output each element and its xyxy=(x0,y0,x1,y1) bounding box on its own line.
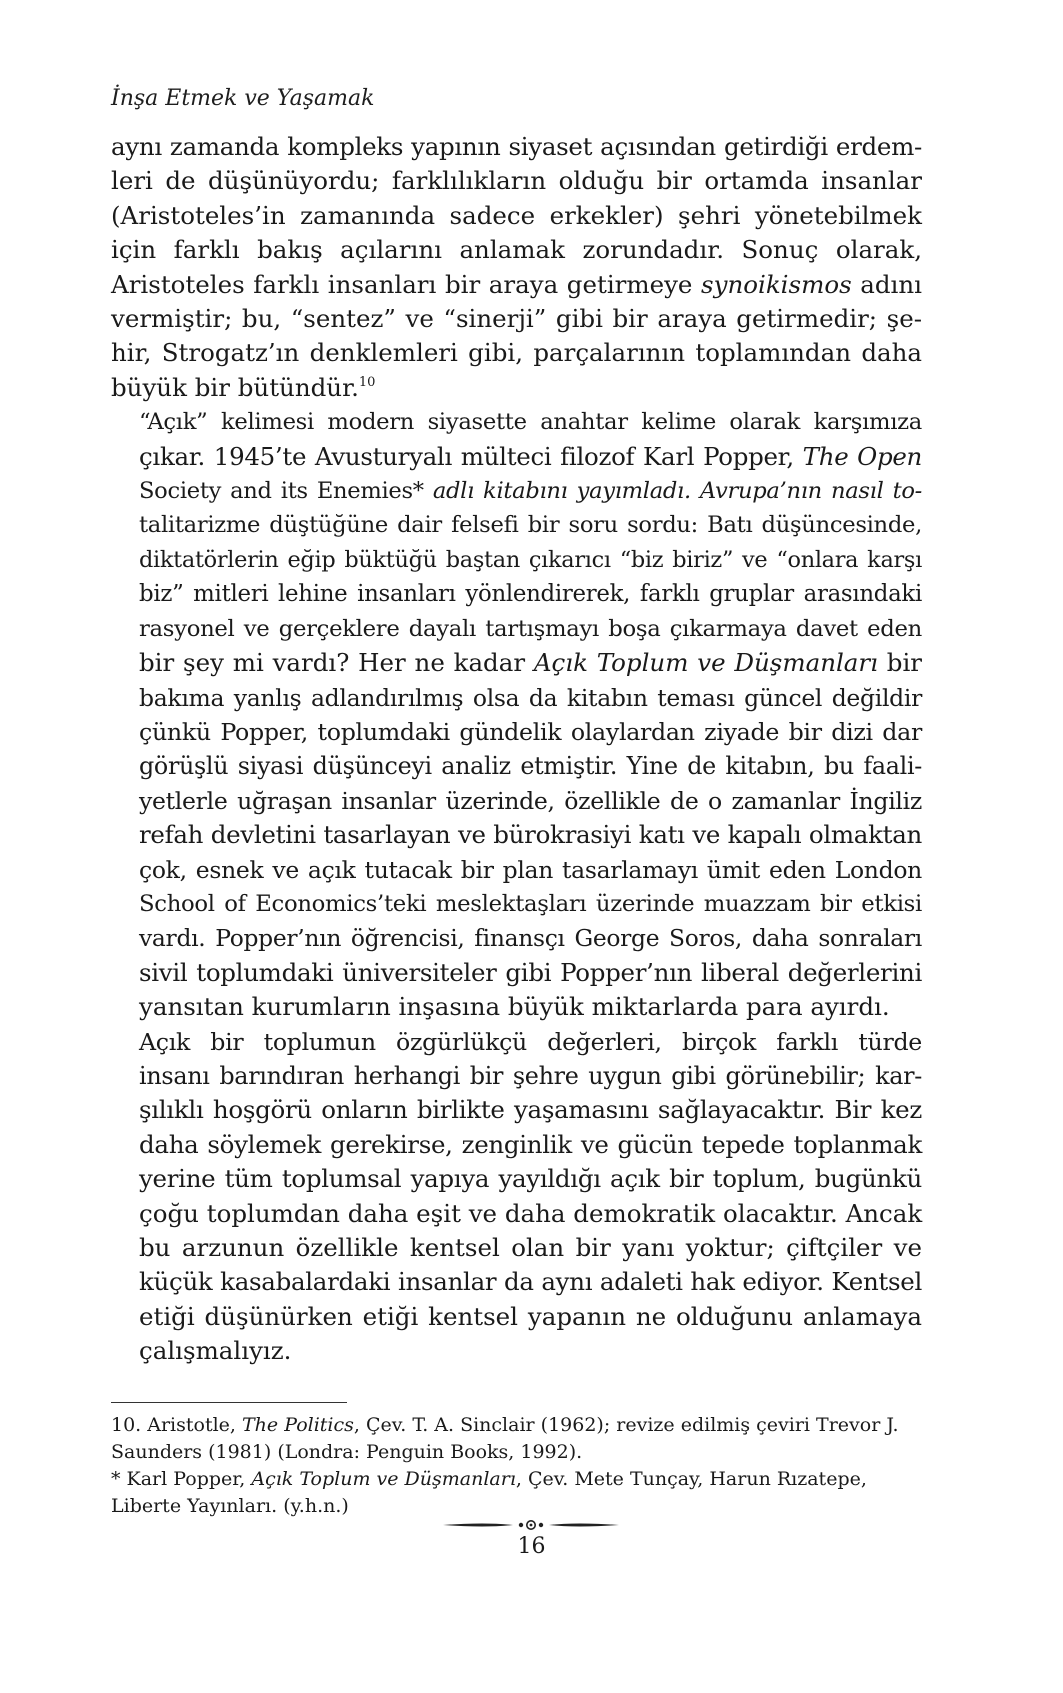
text-segment: yansıtan kurumların inşasına büyük miktarlarda para ayırdı. xyxy=(139,992,890,1022)
text-line xyxy=(111,164,922,198)
text-segment: çünkü Popper, toplumdaki gündelik olaylardan ziyade bir dizi dar xyxy=(139,717,922,746)
text-segment: yerine tüm toplumsal yapıya yayıldığı açık bir toplum, bugünkü xyxy=(139,1164,922,1194)
footnote xyxy=(111,1466,922,1520)
paragraph xyxy=(111,130,922,405)
text-line xyxy=(111,1300,922,1334)
text-line xyxy=(111,130,922,164)
text-segment: küçük kasabalardaki insanlar da aynı adaleti hak ediyor. Kentsel xyxy=(139,1267,922,1297)
text-segment: çok, esnek ve açık tutacak bir plan tasarlamayı ümit eden London xyxy=(139,855,922,884)
text-segment: bu arzunun özellikle kentsel olan bir yanı yoktur; çiftçiler ve xyxy=(139,1233,922,1262)
text-line xyxy=(111,784,922,818)
text-line xyxy=(111,1197,922,1231)
text-segment: çoğu toplumdan daha eşit ve daha demokratik olacaktır. Ancak xyxy=(139,1198,923,1228)
text-segment: bir xyxy=(877,648,922,678)
italic-title: The Open xyxy=(802,441,923,471)
text-segment: vermiştir; bu, “sentez” ve “sinerji” gibi bir araya getirmedir; şe- xyxy=(111,304,922,334)
paragraph xyxy=(111,1025,922,1369)
text-line xyxy=(111,543,922,577)
text-segment: Society and its Enemies xyxy=(139,478,413,505)
text-segment: sivil toplumdaki üniversiteler gibi Popper’nın liberal değerlerini xyxy=(139,957,922,987)
text-line xyxy=(111,681,922,715)
text-line xyxy=(111,577,922,611)
text-segment: şılıklı hoşgörü onların birlikte yaşamasını sağlayacaktır. Bir kez xyxy=(139,1095,922,1125)
running-head: İnşa Etmek ve Yaşamak xyxy=(111,86,375,111)
text-segment: , Çev. Mete Tunçay, Harun Rızatepe, Liberte Yayınları. (y.h.n.) xyxy=(111,1468,867,1517)
text-segment: çalışmalıyız. xyxy=(139,1336,292,1366)
text-line xyxy=(111,1334,922,1368)
text-segment: diktatörlerin eğip büktüğü baştan çıkarıcı “biz biriz” ve “onlara karşı xyxy=(139,546,922,573)
text-line xyxy=(111,818,922,852)
text-segment: School of Economics’teki meslektaşları üzerinde muazzam bir etkisi xyxy=(139,890,922,917)
text-segment: * Karl Popper, xyxy=(111,1468,252,1490)
text-line xyxy=(111,336,922,370)
text-line xyxy=(111,1231,922,1265)
text-line xyxy=(111,233,922,267)
footnotes xyxy=(111,1412,922,1520)
text-segment: Aristoteles farklı insanları bir araya getirmeye xyxy=(111,269,702,299)
text-segment: etiği düşünürken etiği kentsel yapanın ne olduğunu anlamaya xyxy=(139,1301,922,1331)
paragraph xyxy=(111,405,922,1024)
text-line xyxy=(111,474,922,508)
text-segment: yetlerle uğraşan insanlar üzerinde, özellikle de o zamanlar İngiliz xyxy=(139,786,922,815)
text-segment: insanı barındıran herhangi bir şehre uygun gibi görünebilir; kar- xyxy=(139,1061,922,1090)
text-segment: rasyonel ve gerçeklere dayalı tartışmayı boşa çıkarmaya davet eden xyxy=(139,615,922,642)
text-line xyxy=(111,302,922,336)
text-line xyxy=(111,715,922,749)
text-line xyxy=(111,1162,922,1196)
text-segment: 10. Aristotle, xyxy=(111,1414,242,1436)
text-segment: çıkar. 1945’te Avusturyalı mülteci filozof Karl Popper, xyxy=(139,441,803,471)
italic-title: Açık Toplum ve Düşmanları xyxy=(251,1468,516,1490)
text-segment: bakıma yanlış adlandırılmış olsa da kitabın teması güncel değildir xyxy=(139,683,922,712)
text-line xyxy=(111,405,922,439)
text-segment: adını xyxy=(851,269,922,299)
text-segment: talitarizme düştüğüne dair felsefi bir soru sordu: Batı düşüncesinde, xyxy=(139,512,922,539)
text-line xyxy=(111,371,922,405)
italic-title: Açık Toplum ve Düşmanları xyxy=(533,648,878,678)
text-segment: için farklı bakış açılarını anlamak zorundadır. Sonuç olarak, xyxy=(111,235,922,265)
text-segment: Açık bir toplumun özgürlükçü değerleri, birçok farklı türde xyxy=(139,1027,922,1056)
page-number: 16 xyxy=(517,1534,546,1559)
text-line xyxy=(111,887,922,921)
text-line xyxy=(111,440,922,474)
text-line xyxy=(111,1059,922,1093)
text-line xyxy=(111,990,922,1024)
text-line xyxy=(111,1128,922,1162)
text-line xyxy=(111,199,922,233)
text-line xyxy=(111,1025,922,1059)
ornamental-divider-icon xyxy=(441,1518,621,1532)
text-line xyxy=(111,508,922,542)
text-line xyxy=(111,646,922,680)
text-segment: vardı. Popper’nın öğrencisi, finansçı George Soros, daha sonraları xyxy=(139,924,922,953)
text-segment: “Açık” kelimesi modern siyasette anahtar kelime olarak karşımıza xyxy=(139,409,922,436)
text-segment: refah devletini tasarlayan ve bürokrasiyi katı ve kapalı olmaktan xyxy=(139,820,922,850)
text-line xyxy=(111,956,922,990)
text-segment: biz” mitleri lehine insanları yönlendirerek, farklı gruplar arasındaki xyxy=(139,581,922,608)
text-line xyxy=(111,1093,922,1127)
text-line xyxy=(111,921,922,955)
text-segment: hir, Strogatz’ın denklemleri gibi, parçalarının toplamından daha xyxy=(111,338,922,368)
text-line xyxy=(111,268,922,302)
footnote xyxy=(111,1412,922,1466)
italic-title: synoikismos xyxy=(701,269,852,299)
text-line xyxy=(111,749,922,783)
text-segment: büyük bir bütündür. xyxy=(111,372,359,402)
footnote-reference[interactable]: 10 xyxy=(358,374,376,390)
text-line xyxy=(111,853,922,887)
text-segment: daha söylemek gerekirse, zenginlik ve gücün tepede toplanmak xyxy=(139,1129,922,1159)
italic-title: The Politics xyxy=(242,1414,354,1436)
body-text xyxy=(111,130,922,1369)
text-segment: (Aristoteles’in zamanında sadece erkekler) şehri yönetebilmek xyxy=(111,200,922,230)
text-segment: leri de düşünüyordu; farklılıkların olduğu bir ortamda insanlar xyxy=(111,166,922,196)
text-line xyxy=(111,612,922,646)
text-segment: , Çev. T. A. Sinclair (1962); revize edilmiş çeviri Trevor J. Saunders (1981) (Londra: Penguin Books, 1992). xyxy=(111,1414,899,1463)
text-segment: aynı zamanda kompleks yapının siyaset açısından getirdiği erdem- xyxy=(111,132,922,161)
text-segment: bir şey mi vardı? Her ne kadar xyxy=(139,648,534,678)
italic-title: * adlı kitabını yayımladı. Avrupa’nın nasıl to- xyxy=(412,478,922,505)
text-segment: görüşlü siyasi düşünceyi analiz etmiştir. Yine de kitabın, bu faali- xyxy=(139,752,922,781)
text-line xyxy=(111,1265,922,1299)
footnote-divider xyxy=(111,1402,347,1403)
